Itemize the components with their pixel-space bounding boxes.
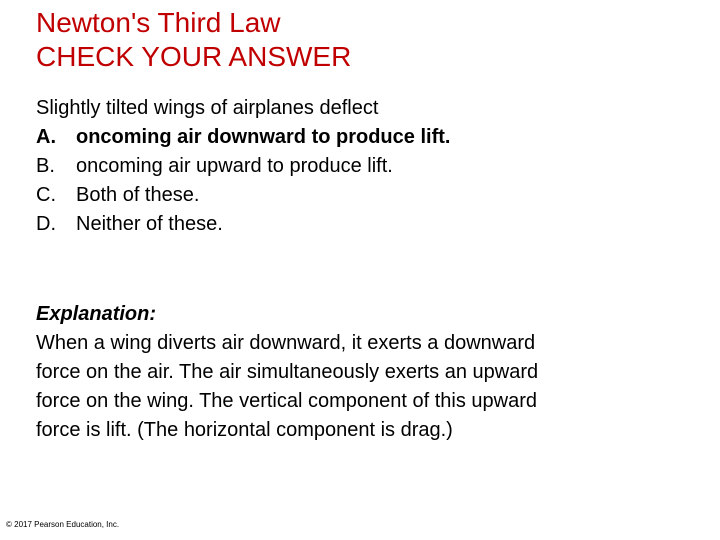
explanation-block bbox=[36, 300, 656, 445]
option-letter: C. bbox=[36, 184, 56, 206]
option-text: Neither of these. bbox=[76, 213, 223, 235]
option-b bbox=[36, 152, 450, 181]
question-stem: Slightly tilted wings of airplanes deflect bbox=[36, 97, 379, 119]
explanation-line: force is lift. (The horizontal component is drag.) bbox=[36, 419, 453, 441]
explanation-line: force on the air. The air simultaneously exerts an upward bbox=[36, 361, 539, 383]
slide-title-line-1: Newton's Third Law bbox=[36, 7, 281, 38]
option-letter: A. bbox=[36, 126, 56, 148]
option-text: oncoming air downward to produce lift. bbox=[76, 126, 451, 148]
copyright-footer: © 2017 Pearson Education, Inc. bbox=[6, 520, 120, 529]
explanation-line: When a wing diverts air downward, it exerts a downward bbox=[36, 332, 536, 354]
slide-title bbox=[36, 6, 351, 74]
option-letter: D. bbox=[36, 213, 56, 235]
option-a bbox=[36, 123, 450, 152]
option-d bbox=[36, 210, 450, 239]
option-text: Both of these. bbox=[76, 184, 200, 206]
slide-title-line-2: CHECK YOUR ANSWER bbox=[36, 41, 352, 72]
explanation-heading: Explanation: bbox=[36, 303, 157, 325]
option-letter: B. bbox=[36, 155, 55, 177]
option-text: oncoming air upward to produce lift. bbox=[76, 155, 393, 177]
option-c bbox=[36, 181, 450, 210]
explanation-line: force on the wing. The vertical component of this upward bbox=[36, 390, 538, 412]
question-block bbox=[36, 94, 450, 239]
